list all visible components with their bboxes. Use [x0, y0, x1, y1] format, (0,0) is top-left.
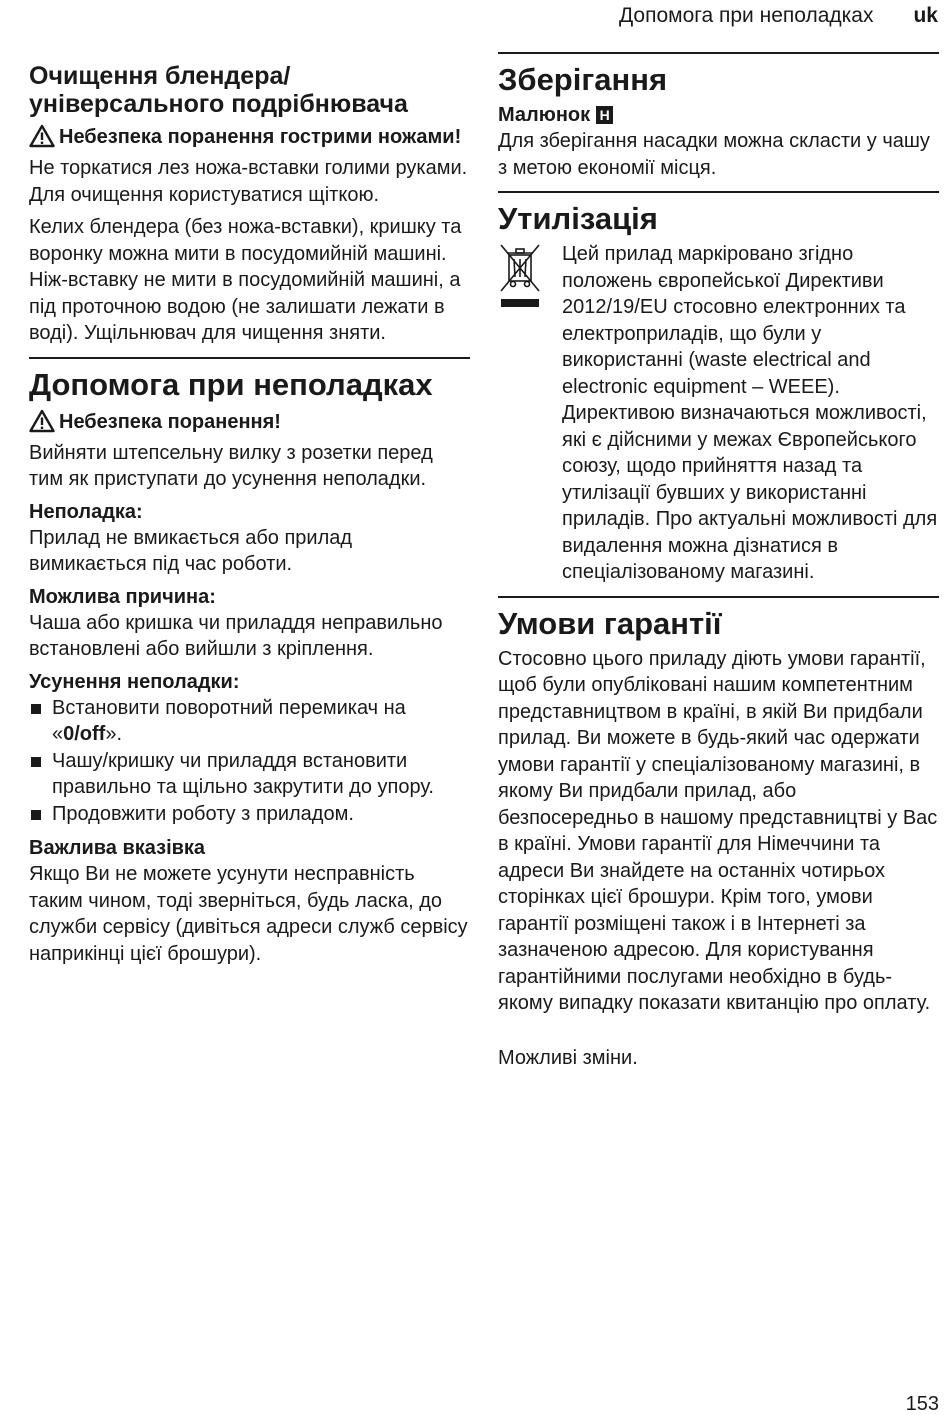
list-item-bold: 0/off	[63, 723, 106, 745]
cleaning-warning-text: Небезпека поранення гострими ножами!	[59, 126, 462, 148]
page-number: 153	[905, 1393, 939, 1415]
disposal-block	[498, 241, 939, 586]
bullet-square-icon	[31, 757, 41, 767]
crossed-out-bin-icon	[498, 241, 562, 586]
cause-text: Чаша або кришка чи приладдя неправильно встановлені або вийшли з кріплення.	[29, 611, 443, 660]
fix-label: Усунення неполадки:	[29, 670, 240, 693]
disposal-title: Утилізація	[498, 201, 658, 236]
fault-text: Прилад не вмикається або прилад вимикається під час роботи.	[29, 526, 353, 575]
help-warning	[29, 409, 470, 440]
right-column	[498, 62, 939, 1077]
note-text: Якщо Ви не можете усунути несправність таким чином, тоді зверніться, будь ласка, до служби сервісу (дивіться адреси служб сервісу наприкінці цієї брошури).	[29, 863, 468, 965]
figure-label: Малюнок	[498, 104, 591, 126]
warning-triangle-icon	[29, 124, 59, 155]
changes-note: Можливі зміни.	[498, 1046, 638, 1069]
list-item-text: Встановити поворотний перемикач на «	[52, 696, 406, 745]
cleaning-title: Очищення блендера/ універсального подрібнювача	[29, 62, 408, 118]
storage-text: Для зберігання насадки можна скласти у чашу з метою економії місця.	[498, 130, 930, 179]
warranty-title: Умови гарантії	[498, 605, 722, 641]
fix-list	[29, 695, 470, 828]
list-item-text-end: ».	[105, 723, 123, 745]
help-paragraph: Вийняти штепсельну вилку з розетки перед тим як приступати до усунення неполадки.	[29, 441, 433, 490]
cleaning-paragraph-1: Не торкатися лез ножа-вставки голими руками. Для очищення користуватися щіткою.	[29, 157, 468, 206]
warning-triangle-icon	[29, 409, 59, 440]
left-column	[29, 62, 470, 973]
section-rule	[29, 357, 470, 359]
section-rule	[498, 596, 939, 598]
cleaning-warning	[29, 124, 470, 155]
list-item	[29, 801, 470, 828]
list-item-text: Чашу/кришку чи приладдя встановити правильно та щільно закрутити до упору.	[52, 749, 434, 798]
storage-figure-ref	[498, 102, 939, 128]
help-warning-text: Небезпека поранення!	[59, 410, 281, 433]
cleaning-paragraph-2: Келих блендера (без ножа-вставки), кришку та воронку можна мити в посудомийній машині. Ніж-вставку не мити в посудомийній машині, а під проточною водою (не залишати лежати в воді). Ущільнювач для чищення зняти.	[29, 216, 462, 344]
fault-label: Неполадка:	[29, 500, 143, 523]
storage-title: Зберігання	[498, 62, 668, 97]
help-title: Допомога при неполадках	[29, 366, 433, 402]
cause-label: Можлива причина:	[29, 585, 216, 608]
header-language-code: uk	[913, 4, 938, 27]
running-header	[619, 4, 938, 28]
section-rule	[498, 191, 939, 193]
note-label: Важлива вказівка	[29, 837, 206, 859]
disposal-text: Цей прилад маркіровано згідно положень європейської Директиви 2012/19/EU стосовно електронних та електроприладів, що були у використанні (waste electrical and electronic equipment – WEEE). Директивою визначаються можливості, які є дійсними у межах Європейського союзу, щодо прийняття назад та утилізації бувших у використанні приладів. Про актуальні можливості для видалення можна дізнатися в спеціалізованому магазині.	[562, 243, 938, 583]
bullet-square-icon	[31, 704, 41, 714]
figure-letter-badge: H	[596, 106, 613, 124]
header-section-title: Допомога при неполадках	[618, 4, 874, 27]
list-item-text: Продовжити роботу з приладом.	[52, 802, 354, 825]
list-item	[29, 695, 470, 748]
warranty-text: Стосовно цього приладу діють умови гарантії, щоб були опубліковані нашим компетентним представництвом в країні, в якій Ви придбали прилад. Ви можете в будь-який час одержати умови гарантії у спеціалізованому магазині, в якому Ви придбали прилад, або безпосередньо в нашому представництві у Вас в країні. Умови гарантії для Німеччини та адреси Ви знайдете на останніх чотирьох сторінках цієї брошури. Крім того, умови гарантії розміщені також і в Інтернеті за зазначеною адресою. Для користування гарантійними послугами необхідно в будь-якому випадку показати квитанцію про оплату.	[498, 647, 938, 1014]
header-rule	[498, 52, 939, 54]
bullet-square-icon	[31, 810, 41, 820]
list-item	[29, 748, 470, 801]
